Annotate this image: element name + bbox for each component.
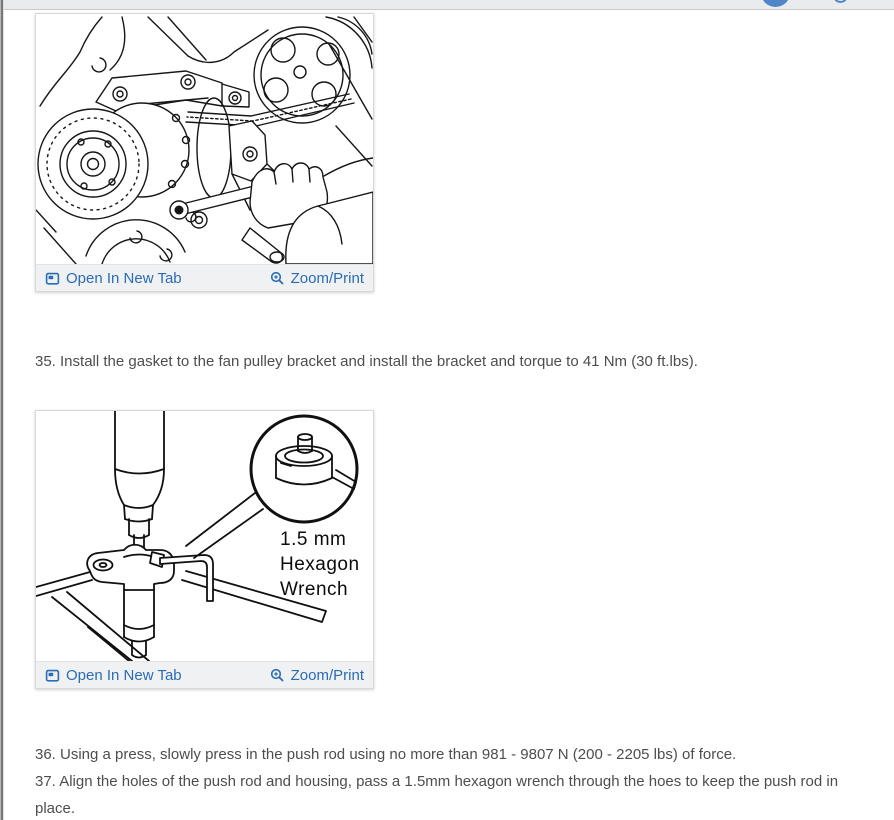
zoom-print-label: Zoom/Print <box>290 666 364 684</box>
callout-line: 1.5 mm <box>280 529 347 550</box>
figure-panel-press-push-rod <box>35 410 374 689</box>
open-in-new-tab-link[interactable] <box>45 270 182 287</box>
open-in-new-tab-label: Open In New Tab <box>66 666 182 684</box>
browser-chrome-strip <box>4 0 894 10</box>
avatar-icon[interactable] <box>761 0 790 7</box>
fan-clutch-illustration <box>36 14 373 264</box>
timing-pulley <box>254 27 350 123</box>
callout-label <box>280 529 360 600</box>
open-in-new-tab-link[interactable] <box>45 667 182 684</box>
press-push-rod-illustration <box>36 411 373 661</box>
zoom-print-icon <box>270 271 285 286</box>
window-left-edge <box>0 0 4 820</box>
callout-line: Hexagon <box>280 554 360 575</box>
fan-pulley-bracket <box>96 71 249 111</box>
press-ram <box>115 411 164 551</box>
step-35-text: 35. Install the gasket to the fan pulley bracket and install the bracket and torque to 41 Nm (30 ft.lbs). <box>35 353 698 370</box>
zoom-print-link[interactable] <box>270 667 364 684</box>
figure-toolbar <box>36 661 373 688</box>
crank-pulley-arcs <box>36 210 196 264</box>
open-in-new-tab-icon <box>45 271 60 286</box>
open-in-new-tab-label: Open In New Tab <box>66 269 182 287</box>
step-37-text: 37. Align the holes of the push rod and housing, pass a 1.5mm hexagon wrench through the hoes to keep the push rod in place. <box>35 773 839 817</box>
help-icon[interactable] <box>833 0 848 3</box>
figure-panel-fan-clutch <box>35 13 374 292</box>
zoom-print-icon <box>270 668 285 683</box>
callout-line: Wrench <box>280 579 349 600</box>
zoom-print-label: Zoom/Print <box>290 269 364 287</box>
hand-with-wrench <box>170 158 373 264</box>
step-36-text: 36. Using a press, slowly press in the push rod using no more than 981 - 9807 N (200 - 2205 lbs) of force. <box>35 746 737 763</box>
figure-toolbar <box>36 264 373 291</box>
steps-36-37 <box>35 741 865 820</box>
open-in-new-tab-icon <box>45 668 60 683</box>
zoom-print-link[interactable] <box>270 270 364 287</box>
fan-clutch <box>38 103 190 219</box>
